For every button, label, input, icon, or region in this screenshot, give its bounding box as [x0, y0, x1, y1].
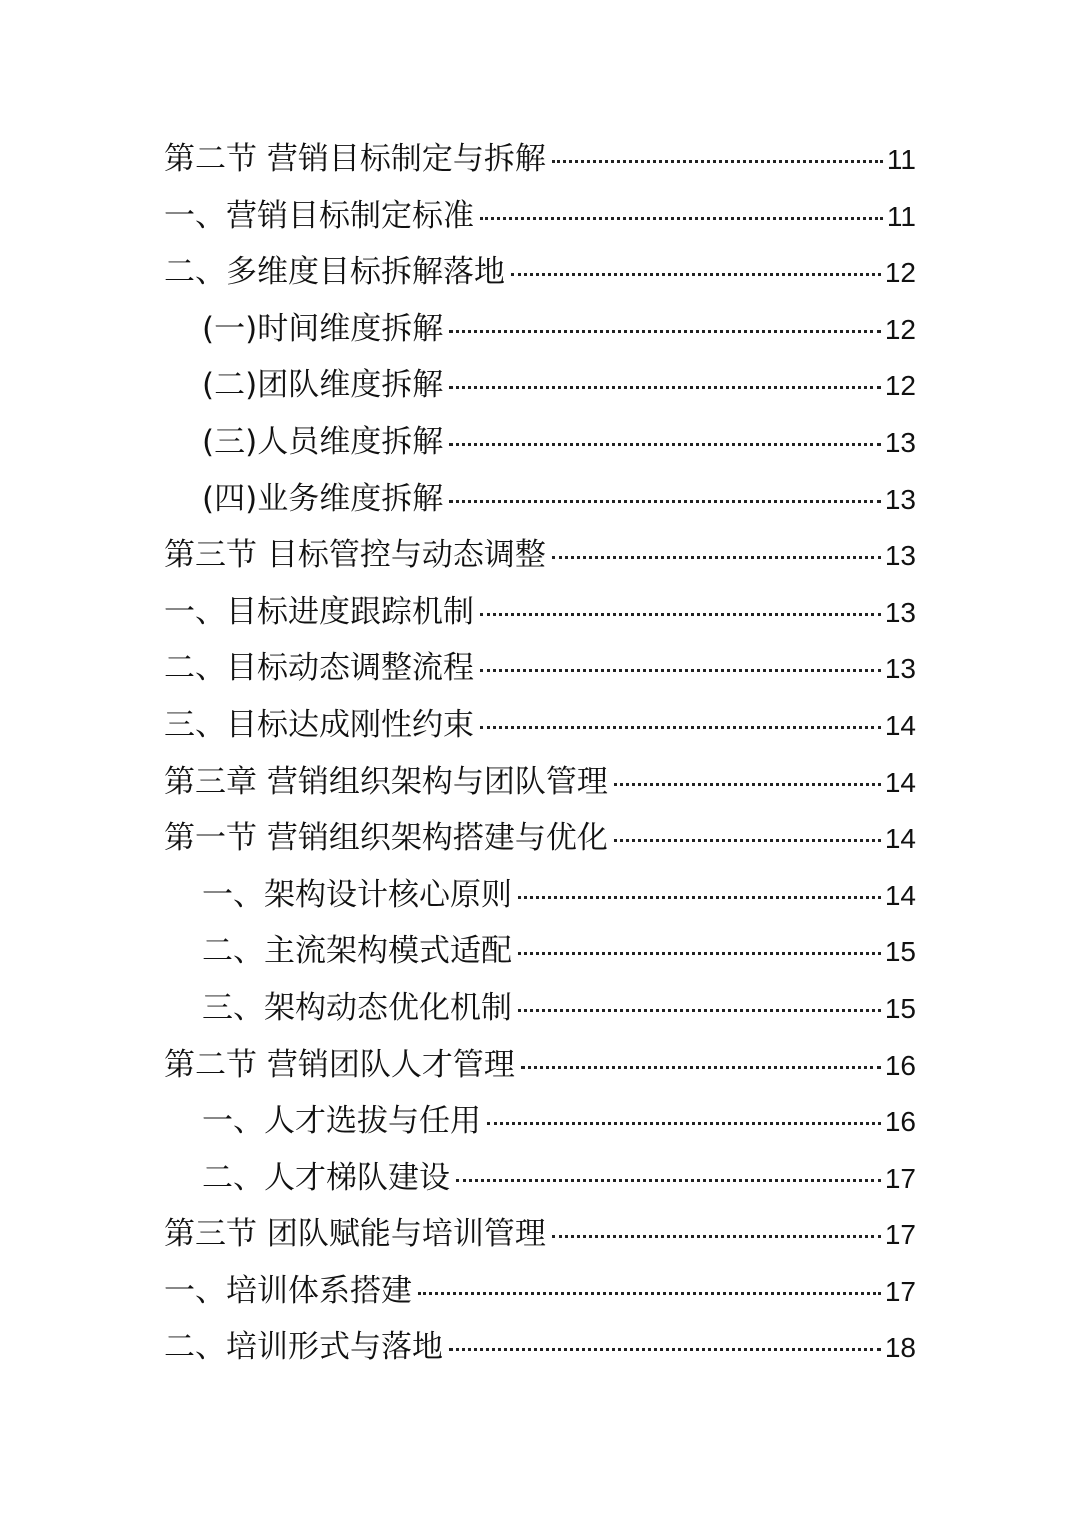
toc-entry-title: (一)时间维度拆解: [202, 310, 444, 347]
toc-entry[interactable]: [164, 1150, 916, 1207]
toc-entry-title: 二、培训形式与落地: [164, 1329, 443, 1366]
toc-dot-leader: [418, 1292, 881, 1295]
toc-entry-title: (四)业务维度拆解: [202, 480, 444, 517]
toc-entry[interactable]: [164, 584, 916, 641]
toc-entry-title: 二、主流架构模式适配: [202, 933, 512, 970]
toc-entry-page: 18: [884, 1332, 916, 1364]
toc-dot-leader: [614, 783, 881, 786]
toc-dot-leader: [480, 613, 881, 616]
toc-entry-title: (三)人员维度拆解: [202, 423, 444, 460]
toc-dot-leader: [480, 669, 881, 672]
toc-dot-leader: [480, 726, 881, 729]
toc-dot-leader: [449, 386, 881, 389]
toc-entry-title: 二、多维度目标拆解落地: [164, 254, 505, 291]
toc-entry-title: 二、目标动态调整流程: [164, 650, 474, 687]
toc-entry-page: 11: [886, 144, 916, 175]
toc-entry[interactable]: [164, 188, 916, 245]
toc-entry-title: 二、人才梯队建设: [202, 1159, 450, 1196]
toc-dot-leader: [487, 1122, 881, 1125]
toc-dot-leader: [449, 500, 881, 503]
toc-entry-page: 17: [884, 1219, 916, 1251]
toc-entry-page: 14: [884, 879, 916, 911]
toc-entry-page: 15: [884, 936, 916, 968]
toc-entry[interactable]: [164, 1206, 916, 1263]
toc-entry-page: 15: [884, 992, 916, 1024]
toc-dot-leader: [518, 952, 881, 955]
toc-entry-page: 14: [884, 766, 916, 798]
toc-entry-title: 第三节 团队赋能与培训管理: [164, 1216, 546, 1253]
toc-entry[interactable]: [164, 131, 916, 188]
toc-entry-title: 一、营销目标制定标准: [164, 197, 474, 234]
toc-entry[interactable]: [164, 244, 916, 301]
toc-entry[interactable]: [164, 471, 916, 528]
toc-dot-leader: [518, 896, 881, 899]
toc-entry-page: 13: [884, 596, 916, 628]
toc-entry-title: 第二节 营销目标制定与拆解: [164, 141, 546, 177]
toc-entry-page: 14: [884, 823, 916, 855]
toc-entry-page: 13: [884, 426, 916, 458]
toc-entry-page: 14: [884, 709, 916, 741]
toc-dot-leader: [456, 1179, 881, 1182]
toc-dot-leader: [480, 217, 883, 220]
toc-entry-page: 11: [886, 200, 916, 232]
toc-entry[interactable]: [164, 357, 916, 414]
toc-entry-page: 12: [884, 313, 916, 345]
toc-entry-page: 13: [884, 653, 916, 685]
toc-entry[interactable]: [164, 1319, 916, 1376]
toc-entry-title: 一、目标进度跟踪机制: [164, 593, 474, 630]
toc-entry[interactable]: [164, 754, 916, 811]
toc-entry[interactable]: [164, 923, 916, 980]
toc-dot-leader: [552, 1235, 881, 1238]
toc-entry-page: 17: [884, 1162, 916, 1194]
toc-entry-title: 三、架构动态优化机制: [202, 989, 512, 1026]
toc-dot-leader: [511, 273, 881, 276]
toc-entry[interactable]: [164, 1093, 916, 1150]
toc-entry[interactable]: [164, 1037, 916, 1094]
table-of-contents: [164, 131, 916, 1376]
toc-dot-leader: [614, 839, 881, 842]
toc-entry-title: (二)团队维度拆解: [202, 367, 444, 404]
toc-dot-leader: [552, 160, 883, 163]
toc-entry-title: 三、目标达成刚性约束: [164, 706, 474, 743]
toc-entry[interactable]: [164, 980, 916, 1037]
toc-dot-leader: [449, 443, 881, 446]
toc-dot-leader: [552, 556, 881, 559]
toc-entry[interactable]: [164, 414, 916, 471]
toc-entry-title: 一、培训体系搭建: [164, 1272, 412, 1309]
toc-entry-title: 一、架构设计核心原则: [202, 876, 512, 913]
toc-entry-page: 12: [884, 257, 916, 289]
toc-entry[interactable]: [164, 301, 916, 358]
toc-entry-title: 第三节 目标管控与动态调整: [164, 537, 546, 574]
toc-entry-title: 一、人才选拔与任用: [202, 1103, 481, 1140]
toc-entry-page: 12: [884, 370, 916, 402]
toc-dot-leader: [449, 1348, 881, 1351]
toc-dot-leader: [521, 1066, 881, 1069]
toc-entry-page: 17: [884, 1275, 916, 1307]
toc-dot-leader: [449, 330, 881, 333]
toc-entry[interactable]: [164, 527, 916, 584]
toc-dot-leader: [518, 1009, 881, 1012]
toc-entry-title: 第二节 营销团队人才管理: [164, 1046, 515, 1083]
toc-entry[interactable]: [164, 810, 916, 867]
toc-entry-title: 第三章 营销组织架构与团队管理: [164, 763, 608, 800]
toc-entry-page: 13: [884, 483, 916, 515]
toc-entry-title: 第一节 营销组织架构搭建与优化: [164, 820, 608, 857]
toc-entry[interactable]: [164, 640, 916, 697]
toc-entry-page: 16: [884, 1106, 916, 1138]
toc-entry[interactable]: [164, 697, 916, 754]
toc-entry-page: 16: [884, 1049, 916, 1081]
toc-entry[interactable]: [164, 1263, 916, 1320]
toc-entry[interactable]: [164, 867, 916, 924]
toc-entry-page: 13: [884, 540, 916, 572]
